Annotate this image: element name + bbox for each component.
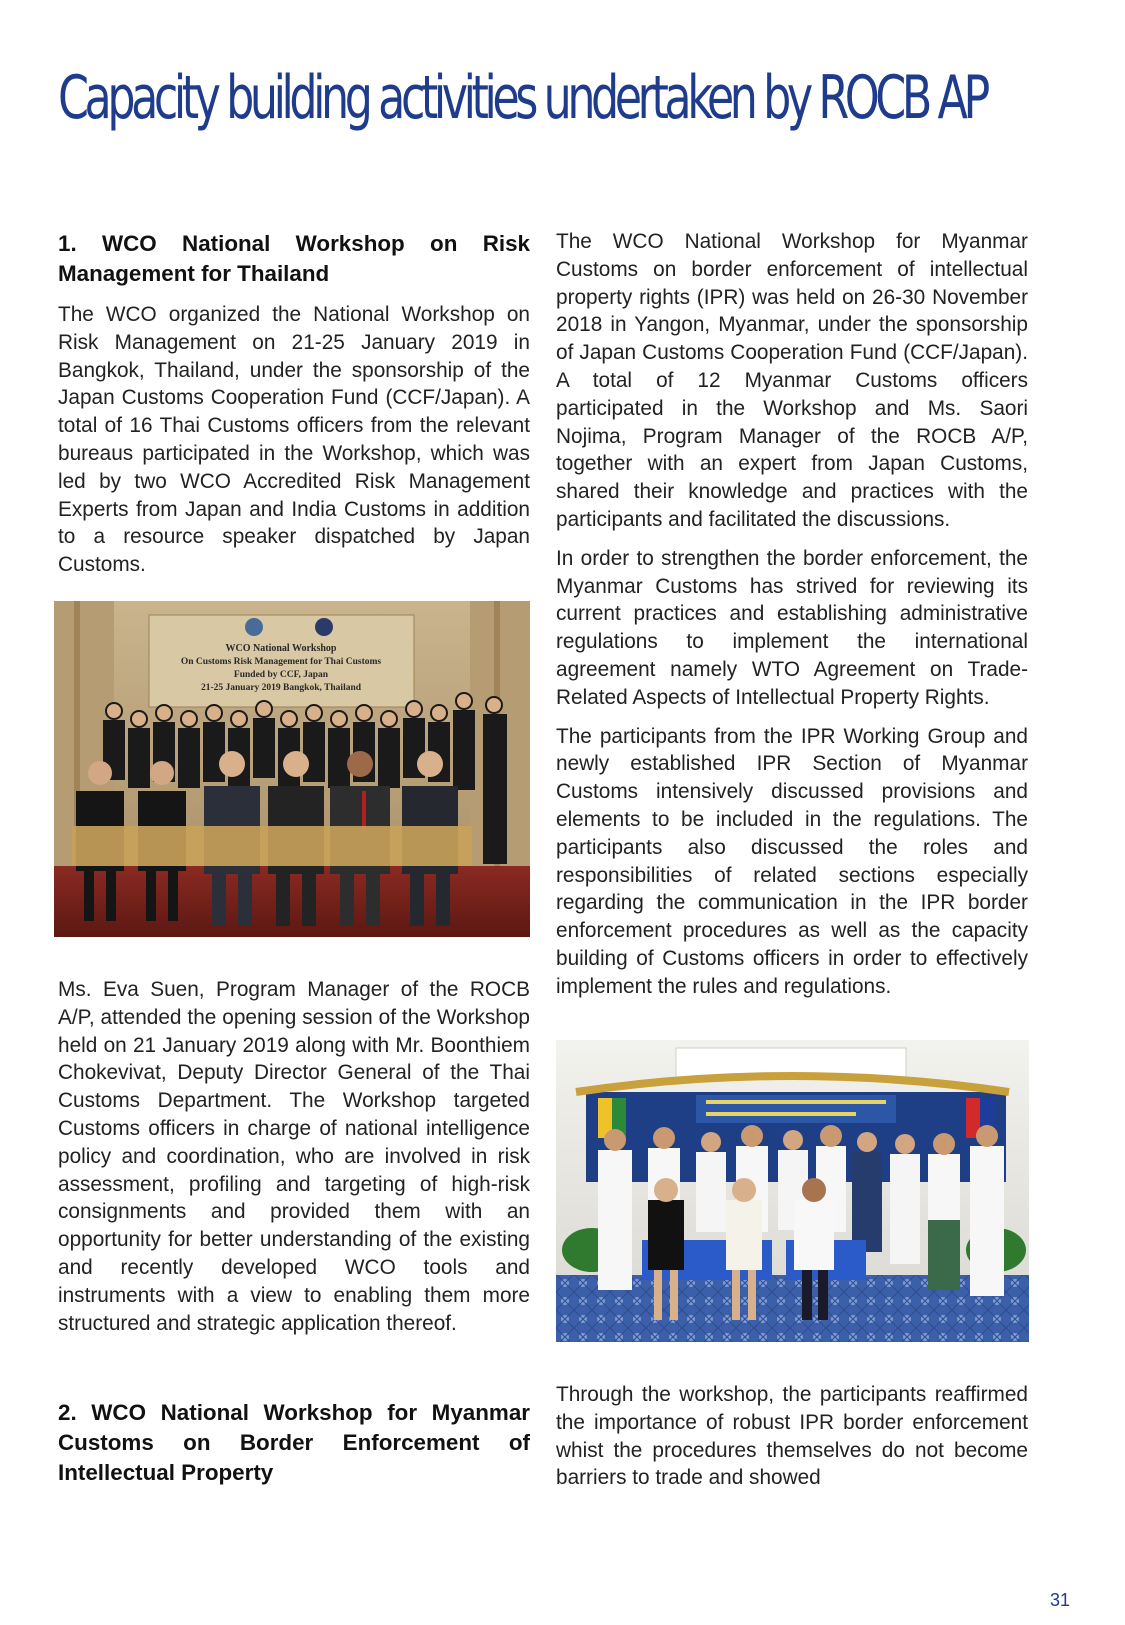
right-column-top — [556, 228, 1028, 1012]
banner-line1: WCO National Workshop — [225, 643, 337, 654]
section1-heading: 1. WCO National Workshop on Risk Management for Thailand — [58, 231, 530, 286]
section2-heading: 2. WCO National Workshop for Myanmar Customs on Border Enforcement of Intellectual Property — [58, 1400, 530, 1485]
left-column-bottom — [58, 976, 530, 1348]
section2-paragraph4: Through the workshop, the participants reaffirmed the importance of robust IPR border enforcement whist the procedures themselves do not become barriers to trade and showed — [556, 1383, 1028, 1490]
section1-paragraph1: The WCO organized the National Workshop on Risk Management on 21-25 January 2019 in Bangkok, Thailand, under the sponsorship of the Japan Customs Cooperation Fund (CCF/Japan). A total of 16 Thai Customs officers from the relevant bureaus participated in the Workshop, which was led by two WCO Accredited Risk Management Experts from Japan and India Customs in addition to a resource speaker dispatched by Japan Customs. — [58, 303, 530, 577]
left-column-top — [58, 229, 530, 590]
section2-heading-block — [58, 1398, 530, 1488]
section2-paragraph3: The participants from the IPR Working Group and newly established IPR Section of Myanmar Customs intensively discussed provisions and elements to be included in the regulations. The participants also discussed the roles and responsibilities of related sections especially regarding the communication in the IPR border enforcement procedures as well as the capacity building of Customs officers in order to effectively implement the rules and regulations. — [556, 724, 1028, 998]
banner-line2: On Customs Risk Management for Thai Customs — [180, 657, 382, 667]
banner-line4: 21-25 January 2019 Bangkok, Thailand — [200, 683, 362, 693]
page-title: Capacity building activities undertaken by ROCB AP — [58, 63, 986, 133]
right-column-bottom — [556, 1381, 1028, 1503]
section1-paragraph2: Ms. Eva Suen, Program Manager of the ROCB A/P, attended the opening session of the Workshop held on 21 January 2019 along with Mr. Boonthiem Chokevivat, Deputy Director General of the Thai Customs Department. The Workshop targeted Customs officers in charge of national intelligence policy and coordination, who are involved in risk assessment, profiling and targeting of high-risk consignments and provided them with an opportunity for better understanding of the existing and recently developed WCO tools and instruments with a view to enabling them more structured and strategic application thereof. — [58, 978, 530, 1335]
page-number: 31 — [1049, 1590, 1070, 1610]
section2-paragraph2: In order to strengthen the border enforcement, the Myanmar Customs has strived for reviewing its current practices and establishing administrative regulations to implement the international agreement namely WTO Agreement on Trade-Related Aspects of Intellectual Property Rights. — [556, 546, 1028, 709]
section2-paragraph1: The WCO National Workshop for Myanmar Customs on border enforcement of intellectual property rights (IPR) was held on 26-30 November 2018 in Yangon, Myanmar, under the sponsorship of Japan Customs Cooperation Fund (CCF/Japan). A total of 12 Myanmar Customs officers participated in the Workshop and Ms. Saori Nojima, Program Manager of the ROCB A/P, together with an expert from Japan Customs, shared their knowledge and practices with the participants and facilitated the discussions. — [556, 230, 1028, 531]
myanmar-workshop-photo — [556, 1040, 1029, 1342]
thailand-workshop-photo — [54, 601, 530, 937]
banner-line3: Funded by CCF, Japan — [233, 670, 329, 680]
